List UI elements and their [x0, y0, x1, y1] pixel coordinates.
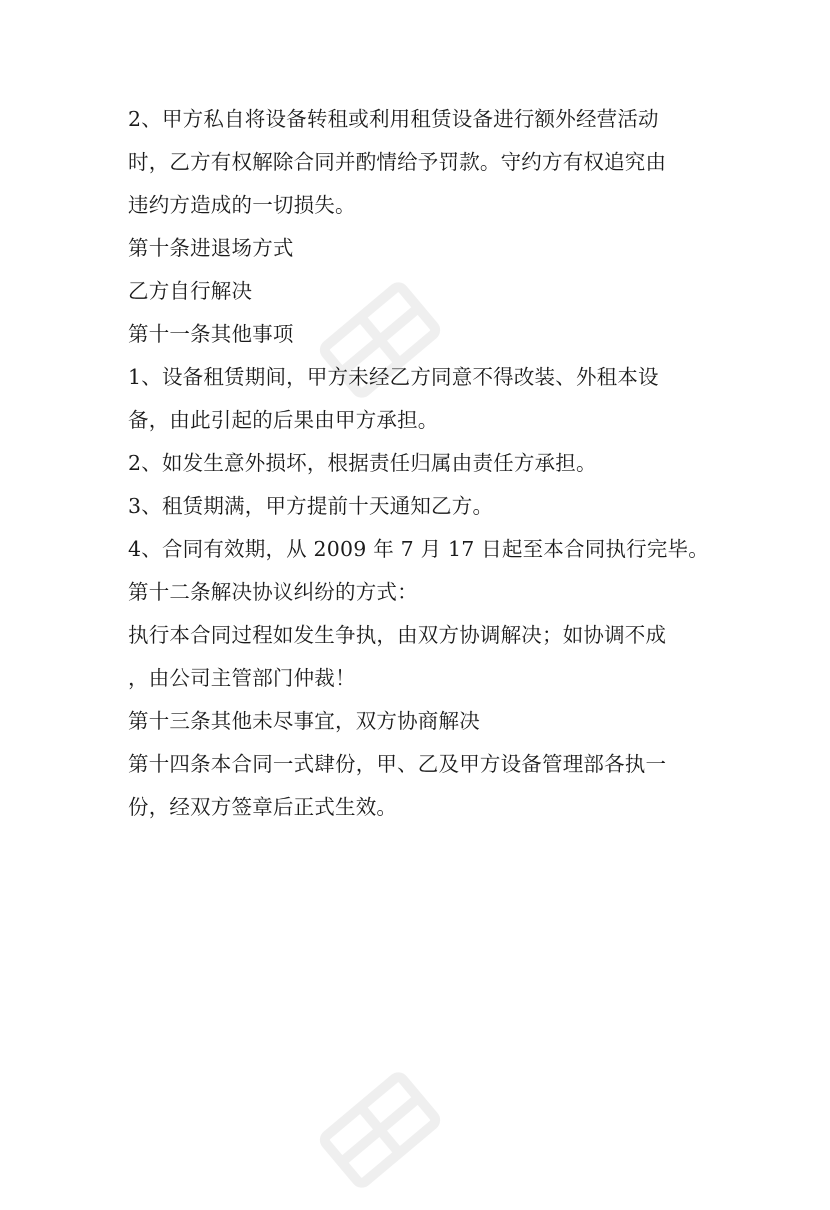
text-line: 乙方自行解决: [128, 279, 253, 303]
text-line: 备，由此引起的后果由甲方承担。: [128, 408, 439, 432]
text-line: 份，经双方签章后正式生效。: [128, 795, 398, 819]
text-line: 违约方造成的一切损失。: [128, 193, 356, 217]
section-heading: 第十一条其他事项: [128, 322, 294, 346]
watermark-icon: [300, 1050, 460, 1210]
section-heading: 第十四条本合同一式肆份，甲、乙及甲方设备管理部各执一: [128, 752, 667, 776]
text-line: ，由公司主管部门仲裁！: [128, 666, 356, 690]
text-line: 执行本合同过程如发生争执，由双方协调解决；如协调不成: [128, 623, 667, 647]
section-heading: 第十二条解决协议纠纷的方式：: [128, 580, 418, 604]
section-heading: 第十三条其他未尽事宜，双方协商解决: [128, 709, 480, 733]
text-line: 2、甲方私自将设备转租或利用租赁设备进行额外经营活动: [128, 107, 659, 131]
document-body: [128, 98, 718, 829]
text-line: 2、如发生意外损坏，根据责任归属由责任方承担。: [128, 451, 597, 475]
text-line: 时，乙方有权解除合同并酌情给予罚款。守约方有权追究由: [128, 150, 667, 174]
section-heading: 第十条进退场方式: [128, 236, 294, 260]
text-line: 4、合同有效期，从 2009 年 7 月 17 日起至本合同执行完毕。: [128, 537, 709, 561]
text-line: 1、设备租赁期间，甲方未经乙方同意不得改装、外租本设: [128, 365, 659, 389]
text-line: 3、租赁期满，甲方提前十天通知乙方。: [128, 494, 494, 518]
